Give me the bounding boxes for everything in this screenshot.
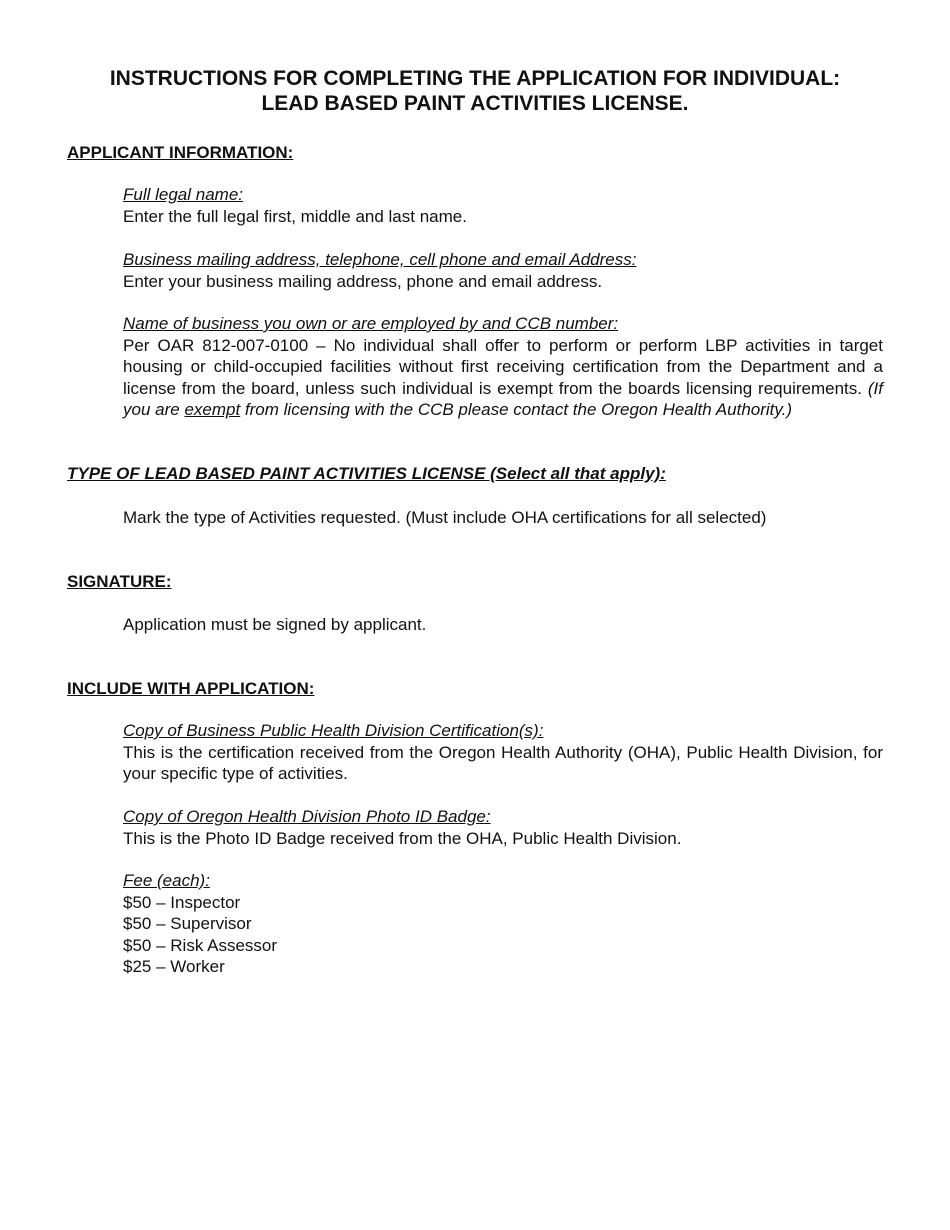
full-name-text: Enter the full legal first, middle and last name.	[123, 206, 467, 226]
applicant-information-heading: APPLICANT INFORMATION:	[67, 143, 294, 162]
badge-text: This is the Photo ID Badge received from the OHA, Public Health Division.	[123, 828, 682, 848]
fee-item-supervisor: $50 – Supervisor	[123, 914, 252, 934]
include-heading: INCLUDE WITH APPLICATION:	[67, 679, 315, 698]
fee-item-risk-assessor: $50 – Risk Assessor	[123, 935, 278, 955]
certification-text: This is the certification received from the Oregon Health Authority (OHA), Public Health Division, for your specific type of activities.	[123, 742, 883, 784]
business-paragraph	[123, 335, 883, 421]
full-name-label: Full legal name:	[123, 185, 244, 204]
license-type-heading: TYPE OF LEAD BASED PAINT ACTIVITIES LICENSE (Select all that apply):	[67, 464, 666, 483]
fee-section	[123, 870, 883, 978]
business-label: Name of business you own or are employed by and CCB number:	[123, 314, 619, 333]
address-text: Enter your business mailing address, phone and email address.	[123, 271, 603, 291]
fee-label: Fee (each):	[123, 871, 210, 890]
signature-section	[123, 614, 883, 636]
address-label: Business mailing address, telephone, cell phone and email Address:	[123, 250, 637, 269]
business-section	[123, 313, 883, 421]
full-name-section	[123, 184, 883, 227]
address-section	[123, 249, 883, 292]
license-type-section	[123, 507, 883, 529]
fee-item-worker: $25 – Worker	[123, 957, 225, 977]
business-text: Per OAR 812-007-0100 – No individual shall offer to perform or perform LBP activities in target housing or child-occupied facilities without first receiving certification from the Department and a license from the board, unless such individual is exempt from the boards licensing requirements.	[123, 335, 883, 398]
title-line-1: INSTRUCTIONS FOR COMPLETING THE APPLICATION FOR INDIVIDUAL:	[109, 67, 841, 90]
exempt-note-post: from licensing with the CCB please contact the Oregon Health Authority.)	[240, 400, 793, 420]
badge-label: Copy of Oregon Health Division Photo ID Badge:	[123, 807, 491, 826]
exempt-word: exempt	[184, 400, 241, 420]
license-type-text: Mark the type of Activities requested. (Must include OHA certifications for all selected)	[123, 508, 767, 527]
title-line-2: LEAD BASED PAINT ACTIVITIES LICENSE.	[261, 92, 689, 115]
certification-label: Copy of Business Public Health Division Certification(s):	[123, 721, 544, 740]
certification-section	[123, 720, 883, 785]
badge-section	[123, 806, 883, 849]
fee-item-inspector: $50 – Inspector	[123, 892, 241, 912]
signature-text: Application must be signed by applicant.	[123, 615, 427, 634]
signature-heading: SIGNATURE:	[67, 572, 172, 591]
exempt-note-pre: (If you are	[123, 378, 883, 420]
document-title	[60, 66, 890, 116]
